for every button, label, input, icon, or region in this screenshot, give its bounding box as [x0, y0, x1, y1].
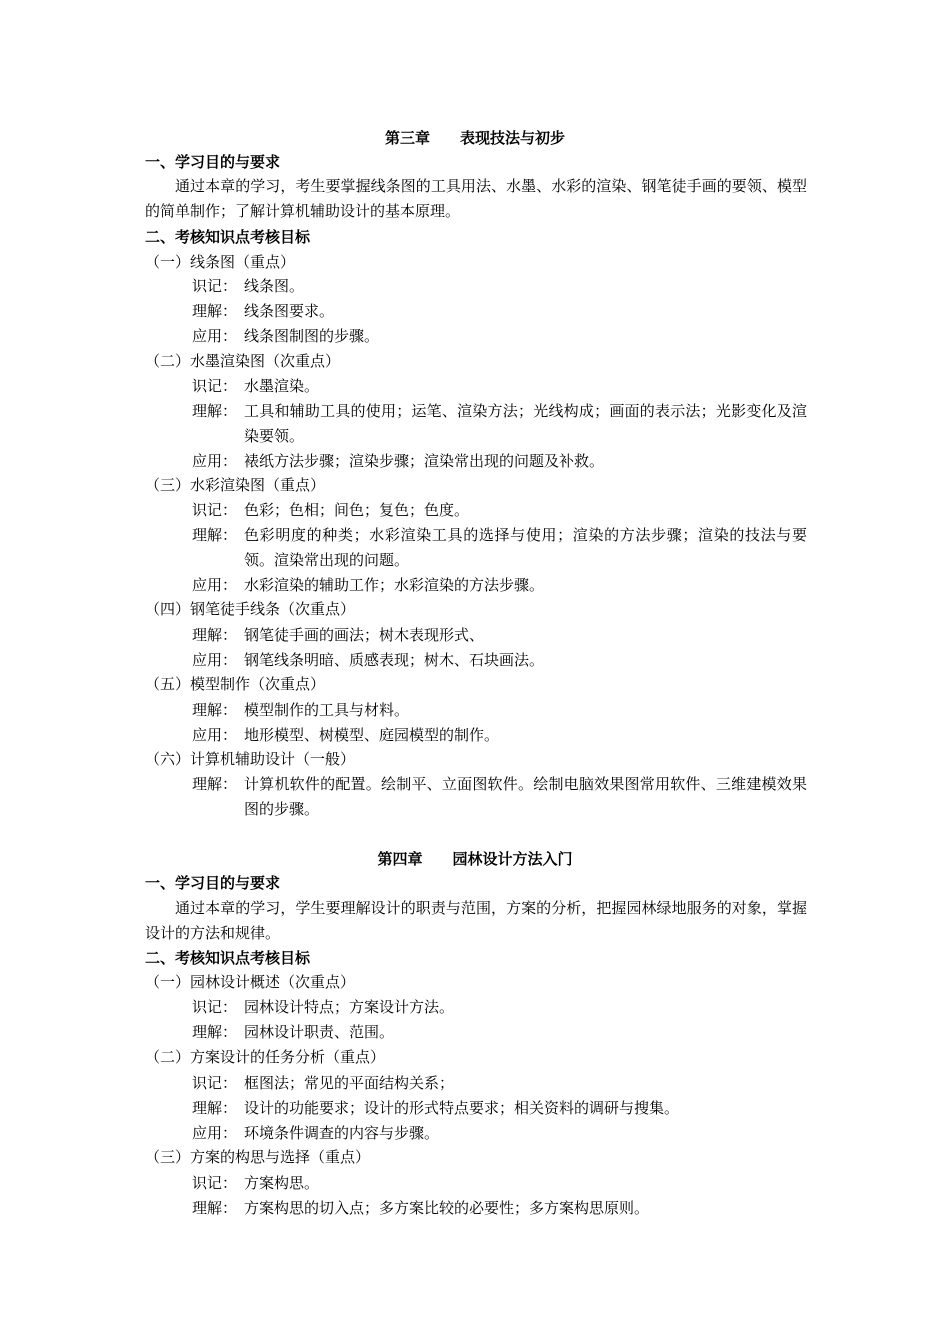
item-label: 应用： — [192, 452, 238, 470]
item-text: 方案构思的切入点；多方案比较的必要性；多方案构思原则。 — [244, 1199, 650, 1217]
item-label: 理解： — [192, 626, 238, 644]
topic-heading: （一）线条图（重点） — [145, 253, 296, 271]
item-text: 模型制作的工具与材料。 — [244, 701, 410, 719]
topic-item — [192, 1121, 807, 1146]
chapter-number: 第四章 — [377, 850, 423, 868]
topic-item — [192, 1196, 807, 1221]
topic-item — [192, 324, 807, 349]
item-label: 应用： — [192, 327, 238, 345]
item-text: 环境条件调查的内容与步骤。 — [244, 1124, 440, 1142]
topic-item — [192, 1171, 807, 1196]
topic-item — [192, 274, 807, 299]
chapter-name: 园林设计方法入门 — [452, 850, 573, 868]
item-label: 识记： — [192, 998, 238, 1016]
topic-item — [192, 723, 807, 748]
topic-heading: （二）方案设计的任务分析（重点） — [145, 1048, 386, 1066]
item-text: 钢笔徒手画的画法；树木表现形式、 — [244, 626, 485, 644]
chapter-number: 第三章 — [384, 129, 430, 147]
item-label: 理解： — [192, 302, 238, 320]
item-text: 裱纸方法步骤；渲染步骤；渲染常出现的问题及补救。 — [244, 452, 605, 470]
topic-heading: （五）模型制作（次重点） — [145, 675, 326, 693]
item-text: 水墨渲染。 — [244, 377, 320, 395]
item-label: 理解： — [192, 1199, 238, 1217]
item-text: 工具和辅助工具的使用；运笔、渲染方法；光线构成；画面的表示法；光影变化及渲染要领。 — [244, 402, 807, 445]
item-text: 园林设计特点；方案设计方法。 — [244, 998, 455, 1016]
item-text: 色彩；色相；间色；复色；色度。 — [244, 501, 470, 519]
item-text: 线条图。 — [244, 277, 305, 295]
intro-paragraph: 通过本章的学习，考生要掌握线条图的工具用法、水墨、水彩的渲染、钢笔徒手画的要领、模型的简单制作；了解计算机辅助设计的基本原理。 — [145, 177, 807, 220]
topic-item — [192, 1096, 807, 1121]
topic-item — [192, 299, 807, 324]
item-label: 应用： — [192, 651, 238, 669]
item-text: 线条图制图的步骤。 — [244, 327, 380, 345]
topic-item — [192, 648, 807, 673]
item-label: 应用： — [192, 1124, 238, 1142]
section-heading: 一、学习目的与要求 — [145, 153, 281, 171]
topic-item — [192, 449, 807, 474]
topic-heading: （二）水墨渲染图（次重点） — [145, 352, 341, 370]
item-text: 计算机软件的配置。绘制平、立面图软件。绘制电脑效果图常用软件、三维建模效果图的步骤。 — [244, 775, 807, 818]
item-label: 理解： — [192, 402, 238, 420]
topic-heading: （四）钢笔徒手线条（次重点） — [145, 600, 356, 618]
item-text: 地形模型、树模型、庭园模型的制作。 — [244, 726, 500, 744]
topic-item — [192, 1020, 807, 1045]
topic-item — [192, 374, 807, 399]
intro-paragraph: 通过本章的学习，学生要理解设计的职责与范围，方案的分析，把握园林绿地服务的对象，掌握设计的方法和规律。 — [145, 899, 807, 942]
topic-item — [192, 623, 807, 648]
topic-item — [192, 573, 807, 598]
topic-item — [192, 995, 807, 1020]
item-text: 园林设计职责、范围。 — [244, 1023, 395, 1041]
chapter-name: 表现技法与初步 — [460, 129, 566, 147]
item-label: 识记： — [192, 277, 238, 295]
topic-heading: （三）方案的构思与选择（重点） — [145, 1148, 371, 1166]
topic-item — [192, 399, 807, 449]
item-text: 水彩渲染的辅助工作；水彩渲染的方法步骤。 — [244, 576, 545, 594]
item-label: 理解： — [192, 1099, 238, 1117]
item-text: 方案构思。 — [244, 1174, 320, 1192]
item-label: 应用： — [192, 576, 238, 594]
item-text: 色彩明度的种类；水彩渲染工具的选择与使用；渲染的方法步骤；渲染的技法与要领。渲染常出现的问题。 — [244, 526, 807, 569]
section-heading: 一、学习目的与要求 — [145, 874, 281, 892]
chapter-title — [0, 849, 950, 869]
item-label: 识记： — [192, 501, 238, 519]
item-label: 应用： — [192, 726, 238, 744]
topic-heading: （三）水彩渲染图（重点） — [145, 476, 326, 494]
item-text: 线条图要求。 — [244, 302, 335, 320]
item-label: 识记： — [192, 377, 238, 395]
topic-item — [192, 523, 807, 573]
item-label: 理解： — [192, 526, 238, 544]
topic-item — [192, 498, 807, 523]
chapter-title — [0, 128, 950, 148]
item-text: 框图法；常见的平面结构关系； — [244, 1074, 455, 1092]
item-text: 设计的功能要求；设计的形式特点要求；相关资料的调研与搜集。 — [244, 1099, 680, 1117]
item-label: 理解： — [192, 775, 238, 793]
section-heading: 二、考核知识点考核目标 — [145, 228, 311, 246]
topic-item — [192, 1071, 807, 1096]
item-label: 识记： — [192, 1074, 238, 1092]
topic-heading: （一）园林设计概述（次重点） — [145, 973, 356, 991]
topic-item — [192, 772, 807, 822]
section-heading: 二、考核知识点考核目标 — [145, 949, 311, 967]
item-label: 理解： — [192, 1023, 238, 1041]
item-text: 钢笔线条明暗、质感表现；树木、石块画法。 — [244, 651, 545, 669]
topic-heading: （六）计算机辅助设计（一般） — [145, 750, 356, 768]
item-label: 识记： — [192, 1174, 238, 1192]
item-label: 理解： — [192, 701, 238, 719]
topic-item — [192, 698, 807, 723]
